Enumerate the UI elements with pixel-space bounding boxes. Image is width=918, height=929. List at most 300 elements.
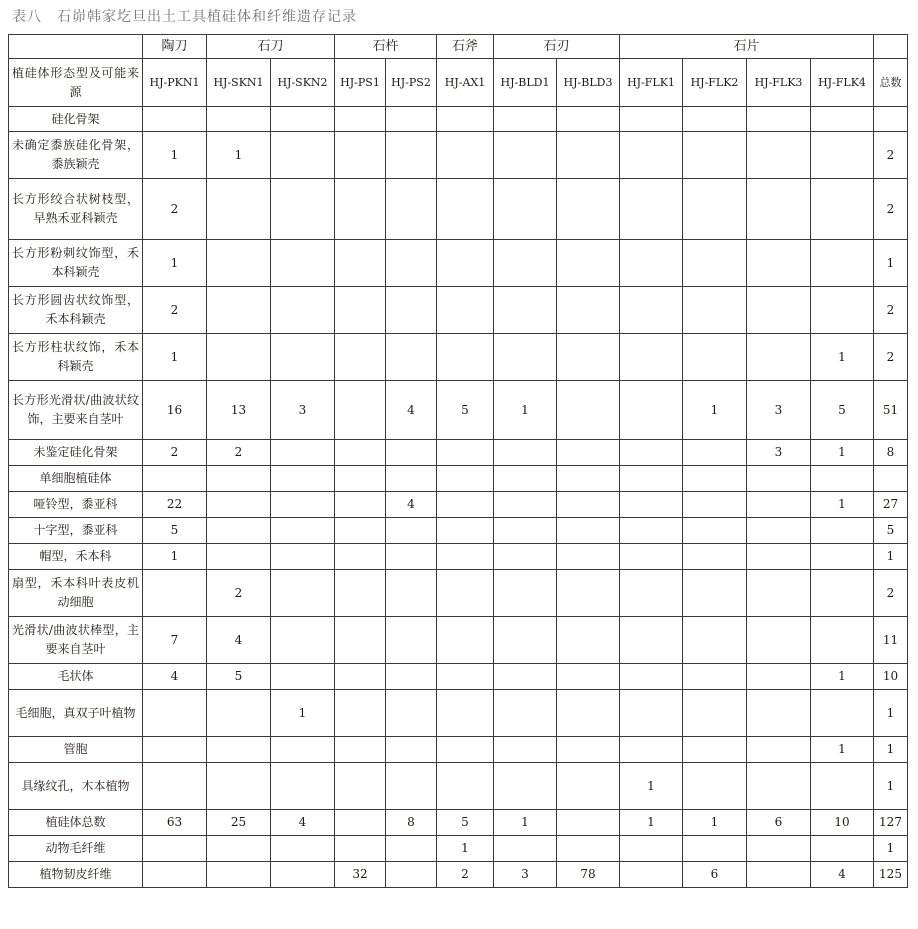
count-cell xyxy=(683,737,747,763)
row-label: 管胞 xyxy=(9,737,143,763)
table-row xyxy=(9,690,908,737)
count-cell xyxy=(620,862,683,888)
code-header: HJ-PS1 xyxy=(335,59,386,107)
count-cell xyxy=(747,287,811,334)
count-cell xyxy=(386,617,437,664)
count-cell xyxy=(620,466,683,492)
count-cell xyxy=(386,737,437,763)
group-header-row xyxy=(9,35,908,59)
count-cell: 1 xyxy=(494,381,557,440)
count-cell xyxy=(683,518,747,544)
code-header-row xyxy=(9,59,908,107)
count-cell xyxy=(207,107,271,132)
count-cell: 1 xyxy=(683,810,747,836)
code-header: HJ-BLD3 xyxy=(557,59,620,107)
count-cell xyxy=(811,570,874,617)
count-cell xyxy=(494,179,557,240)
count-cell xyxy=(557,518,620,544)
count-cell: 7 xyxy=(143,617,207,664)
count-cell xyxy=(811,544,874,570)
count-cell: 4 xyxy=(386,381,437,440)
row-label: 毛状体 xyxy=(9,664,143,690)
code-header: HJ-PS2 xyxy=(386,59,437,107)
count-cell xyxy=(747,690,811,737)
count-cell xyxy=(494,440,557,466)
count-cell xyxy=(747,518,811,544)
count-cell xyxy=(207,287,271,334)
count-cell: 1 xyxy=(271,690,335,737)
count-cell: 2 xyxy=(207,570,271,617)
count-cell xyxy=(811,518,874,544)
count-cell xyxy=(207,690,271,737)
count-cell xyxy=(386,763,437,810)
total-cell xyxy=(874,107,908,132)
count-cell xyxy=(143,737,207,763)
total-cell: 1 xyxy=(874,544,908,570)
count-cell xyxy=(271,737,335,763)
count-cell xyxy=(271,287,335,334)
row-label: 哑铃型，黍亚科 xyxy=(9,492,143,518)
count-cell xyxy=(557,132,620,179)
count-cell: 3 xyxy=(747,440,811,466)
count-cell xyxy=(683,107,747,132)
count-cell xyxy=(335,763,386,810)
count-cell xyxy=(747,617,811,664)
group-header-pottery-knife: 陶刀 xyxy=(143,35,207,59)
total-cell: 1 xyxy=(874,690,908,737)
table-row xyxy=(9,381,908,440)
count-cell xyxy=(335,518,386,544)
table-row xyxy=(9,836,908,862)
count-cell xyxy=(683,544,747,570)
row-label: 植硅体总数 xyxy=(9,810,143,836)
total-cell: 1 xyxy=(874,836,908,862)
count-cell xyxy=(386,240,437,287)
table-row xyxy=(9,617,908,664)
total-cell: 2 xyxy=(874,132,908,179)
count-cell xyxy=(683,132,747,179)
count-cell: 4 xyxy=(271,810,335,836)
total-cell: 11 xyxy=(874,617,908,664)
count-cell: 1 xyxy=(143,132,207,179)
count-cell xyxy=(494,664,557,690)
count-cell xyxy=(683,440,747,466)
table-row xyxy=(9,107,908,132)
row-label: 长方形光滑状/曲波状纹饰，主要来自茎叶 xyxy=(9,381,143,440)
count-cell: 1 xyxy=(811,334,874,381)
count-cell xyxy=(437,466,494,492)
count-cell xyxy=(683,617,747,664)
count-cell xyxy=(207,334,271,381)
table-row xyxy=(9,334,908,381)
count-cell xyxy=(335,544,386,570)
corner-cell xyxy=(9,35,143,59)
count-cell xyxy=(557,107,620,132)
total-cell: 10 xyxy=(874,664,908,690)
code-header: HJ-FLK2 xyxy=(683,59,747,107)
count-cell xyxy=(557,287,620,334)
count-cell: 2 xyxy=(437,862,494,888)
count-cell xyxy=(143,862,207,888)
count-cell: 2 xyxy=(143,287,207,334)
count-cell xyxy=(620,287,683,334)
count-cell: 2 xyxy=(143,179,207,240)
total-cell: 2 xyxy=(874,334,908,381)
table-row xyxy=(9,518,908,544)
count-cell xyxy=(386,466,437,492)
count-cell: 1 xyxy=(437,836,494,862)
count-cell xyxy=(437,690,494,737)
count-cell xyxy=(683,690,747,737)
count-cell: 1 xyxy=(620,763,683,810)
count-cell xyxy=(386,570,437,617)
total-cell: 127 xyxy=(874,810,908,836)
count-cell xyxy=(207,763,271,810)
count-cell xyxy=(494,287,557,334)
code-header: HJ-AX1 xyxy=(437,59,494,107)
count-cell: 2 xyxy=(207,440,271,466)
count-cell xyxy=(335,287,386,334)
count-cell xyxy=(335,132,386,179)
count-cell: 3 xyxy=(494,862,557,888)
count-cell xyxy=(557,492,620,518)
count-cell xyxy=(386,440,437,466)
count-cell xyxy=(386,664,437,690)
count-cell xyxy=(143,466,207,492)
group-header-flake: 石片 xyxy=(620,35,874,59)
count-cell xyxy=(683,570,747,617)
count-cell: 22 xyxy=(143,492,207,518)
count-cell xyxy=(494,107,557,132)
count-cell: 16 xyxy=(143,381,207,440)
group-header-stone-knife: 石刀 xyxy=(207,35,335,59)
count-cell xyxy=(747,240,811,287)
row-label: 光滑状/曲波状棒型，主要来自茎叶 xyxy=(9,617,143,664)
count-cell: 1 xyxy=(683,381,747,440)
count-cell xyxy=(620,492,683,518)
count-cell xyxy=(437,492,494,518)
total-cell: 125 xyxy=(874,862,908,888)
count-cell xyxy=(620,179,683,240)
count-cell xyxy=(271,544,335,570)
count-cell xyxy=(335,617,386,664)
count-cell xyxy=(494,518,557,544)
count-cell: 25 xyxy=(207,810,271,836)
count-cell xyxy=(143,107,207,132)
count-cell xyxy=(620,737,683,763)
count-cell: 6 xyxy=(683,862,747,888)
count-cell xyxy=(207,179,271,240)
count-cell xyxy=(437,179,494,240)
count-cell xyxy=(747,466,811,492)
count-cell xyxy=(335,690,386,737)
count-cell: 5 xyxy=(437,810,494,836)
count-cell xyxy=(271,664,335,690)
count-cell xyxy=(811,240,874,287)
count-cell xyxy=(335,240,386,287)
group-header-axe: 石斧 xyxy=(437,35,494,59)
count-cell xyxy=(437,737,494,763)
count-cell: 78 xyxy=(557,862,620,888)
total-cell xyxy=(874,466,908,492)
total-cell: 1 xyxy=(874,240,908,287)
row-label: 具缘纹孔，木本植物 xyxy=(9,763,143,810)
count-cell: 32 xyxy=(335,862,386,888)
table-row xyxy=(9,544,908,570)
count-cell xyxy=(437,617,494,664)
count-cell: 6 xyxy=(747,810,811,836)
count-cell xyxy=(207,518,271,544)
code-header: HJ-FLK4 xyxy=(811,59,874,107)
count-cell xyxy=(271,492,335,518)
count-cell xyxy=(207,240,271,287)
count-cell xyxy=(437,440,494,466)
count-cell: 13 xyxy=(207,381,271,440)
total-cell: 2 xyxy=(874,570,908,617)
count-cell xyxy=(811,617,874,664)
count-cell xyxy=(620,617,683,664)
count-cell xyxy=(335,440,386,466)
count-cell xyxy=(335,570,386,617)
table-row xyxy=(9,132,908,179)
count-cell xyxy=(683,240,747,287)
table-row xyxy=(9,440,908,466)
count-cell xyxy=(620,334,683,381)
count-cell: 5 xyxy=(437,381,494,440)
count-cell xyxy=(557,570,620,617)
count-cell xyxy=(271,617,335,664)
count-cell xyxy=(207,466,271,492)
row-label: 单细胞植硅体 xyxy=(9,466,143,492)
count-cell xyxy=(494,132,557,179)
count-cell xyxy=(271,518,335,544)
row-label: 扇型，禾本科叶表皮机动细胞 xyxy=(9,570,143,617)
group-header-pestle: 石杵 xyxy=(335,35,437,59)
row-label: 长方形柱状纹饰，禾本科颖壳 xyxy=(9,334,143,381)
count-cell xyxy=(811,107,874,132)
count-cell xyxy=(747,132,811,179)
count-cell xyxy=(747,107,811,132)
count-cell xyxy=(494,466,557,492)
table-row xyxy=(9,763,908,810)
count-cell: 8 xyxy=(386,810,437,836)
count-cell: 5 xyxy=(811,381,874,440)
count-cell xyxy=(683,664,747,690)
table-caption: 表八 石峁韩家圪旦出土工具植硅体和纤维遗存记录 xyxy=(12,9,357,25)
total-header: 总数 xyxy=(874,59,908,107)
count-cell xyxy=(620,518,683,544)
count-cell xyxy=(335,810,386,836)
row-label: 硅化骨架 xyxy=(9,107,143,132)
count-cell: 1 xyxy=(143,544,207,570)
count-cell: 1 xyxy=(207,132,271,179)
count-cell xyxy=(747,862,811,888)
code-header: HJ-FLK1 xyxy=(620,59,683,107)
count-cell: 3 xyxy=(271,381,335,440)
total-cell: 27 xyxy=(874,492,908,518)
count-cell: 1 xyxy=(811,440,874,466)
row-label: 植物韧皮纤维 xyxy=(9,862,143,888)
count-cell: 4 xyxy=(207,617,271,664)
count-cell: 1 xyxy=(620,810,683,836)
count-cell xyxy=(386,132,437,179)
count-cell xyxy=(386,334,437,381)
count-cell xyxy=(620,440,683,466)
count-cell xyxy=(143,763,207,810)
table-row xyxy=(9,240,908,287)
count-cell xyxy=(271,179,335,240)
count-cell xyxy=(620,240,683,287)
count-cell xyxy=(386,690,437,737)
count-cell xyxy=(620,570,683,617)
count-cell: 3 xyxy=(747,381,811,440)
count-cell xyxy=(386,836,437,862)
count-cell xyxy=(747,737,811,763)
count-cell xyxy=(811,287,874,334)
count-cell xyxy=(437,132,494,179)
count-cell xyxy=(747,570,811,617)
count-cell xyxy=(494,737,557,763)
count-cell xyxy=(557,664,620,690)
count-cell xyxy=(207,737,271,763)
table-row xyxy=(9,664,908,690)
count-cell xyxy=(557,810,620,836)
count-cell xyxy=(437,570,494,617)
total-cell: 51 xyxy=(874,381,908,440)
count-cell xyxy=(811,690,874,737)
count-cell: 1 xyxy=(143,334,207,381)
count-cell xyxy=(335,107,386,132)
count-cell: 5 xyxy=(207,664,271,690)
count-cell: 10 xyxy=(811,810,874,836)
count-cell xyxy=(494,492,557,518)
table-row xyxy=(9,737,908,763)
row-label: 长方形粉刺纹饰型，禾本科颖壳 xyxy=(9,240,143,287)
count-cell: 1 xyxy=(811,664,874,690)
count-cell xyxy=(494,570,557,617)
row-label: 毛细胞，真双子叶植物 xyxy=(9,690,143,737)
row-label: 动物毛纤维 xyxy=(9,836,143,862)
count-cell xyxy=(811,179,874,240)
count-cell xyxy=(437,763,494,810)
code-header: HJ-FLK3 xyxy=(747,59,811,107)
count-cell xyxy=(620,381,683,440)
count-cell: 5 xyxy=(143,518,207,544)
count-cell xyxy=(557,240,620,287)
count-cell xyxy=(494,617,557,664)
count-cell xyxy=(437,240,494,287)
count-cell xyxy=(386,862,437,888)
count-cell xyxy=(494,763,557,810)
count-cell xyxy=(335,737,386,763)
count-cell xyxy=(386,544,437,570)
count-cell xyxy=(271,836,335,862)
table-row xyxy=(9,862,908,888)
count-cell xyxy=(335,664,386,690)
group-header-empty xyxy=(874,35,908,59)
count-cell xyxy=(557,690,620,737)
code-header: HJ-PKN1 xyxy=(143,59,207,107)
total-cell: 8 xyxy=(874,440,908,466)
count-cell xyxy=(143,836,207,862)
count-cell xyxy=(811,763,874,810)
count-cell xyxy=(557,179,620,240)
count-cell xyxy=(620,664,683,690)
count-cell xyxy=(557,440,620,466)
count-cell xyxy=(557,617,620,664)
count-cell xyxy=(494,544,557,570)
count-cell: 2 xyxy=(143,440,207,466)
total-cell: 1 xyxy=(874,737,908,763)
count-cell xyxy=(557,836,620,862)
count-cell xyxy=(207,862,271,888)
count-cell xyxy=(747,836,811,862)
count-cell xyxy=(557,737,620,763)
count-cell xyxy=(494,240,557,287)
count-cell xyxy=(683,179,747,240)
count-cell xyxy=(207,492,271,518)
count-cell xyxy=(683,763,747,810)
count-cell xyxy=(437,544,494,570)
count-cell xyxy=(143,570,207,617)
count-cell xyxy=(494,334,557,381)
count-cell xyxy=(437,287,494,334)
total-cell: 1 xyxy=(874,763,908,810)
count-cell xyxy=(271,132,335,179)
table-row xyxy=(9,492,908,518)
count-cell xyxy=(271,862,335,888)
count-cell xyxy=(437,334,494,381)
code-header: HJ-SKN2 xyxy=(271,59,335,107)
row-label: 未鉴定硅化骨架 xyxy=(9,440,143,466)
row-label: 十字型，黍亚科 xyxy=(9,518,143,544)
code-header: HJ-SKN1 xyxy=(207,59,271,107)
count-cell: 4 xyxy=(386,492,437,518)
row-label: 长方形圆齿状纹饰型，禾本科颖壳 xyxy=(9,287,143,334)
count-cell xyxy=(620,690,683,737)
count-cell xyxy=(143,690,207,737)
table-row xyxy=(9,179,908,240)
count-cell xyxy=(386,287,437,334)
count-cell xyxy=(437,664,494,690)
count-cell xyxy=(747,334,811,381)
count-cell xyxy=(557,334,620,381)
count-cell: 1 xyxy=(811,492,874,518)
row-label: 帽型，禾本科 xyxy=(9,544,143,570)
count-cell xyxy=(811,836,874,862)
count-cell xyxy=(683,287,747,334)
count-cell xyxy=(271,440,335,466)
count-cell xyxy=(271,466,335,492)
count-cell xyxy=(494,836,557,862)
count-cell xyxy=(386,179,437,240)
count-cell: 4 xyxy=(143,664,207,690)
count-cell xyxy=(620,107,683,132)
count-cell xyxy=(557,466,620,492)
row-label-header: 植硅体形态型及可能来源 xyxy=(9,59,143,107)
count-cell xyxy=(437,107,494,132)
count-cell xyxy=(335,334,386,381)
total-cell: 2 xyxy=(874,179,908,240)
count-cell xyxy=(335,179,386,240)
count-cell xyxy=(271,570,335,617)
count-cell: 63 xyxy=(143,810,207,836)
count-cell xyxy=(620,132,683,179)
phytolith-record-table xyxy=(8,34,908,888)
count-cell xyxy=(271,334,335,381)
count-cell xyxy=(207,836,271,862)
count-cell xyxy=(271,763,335,810)
